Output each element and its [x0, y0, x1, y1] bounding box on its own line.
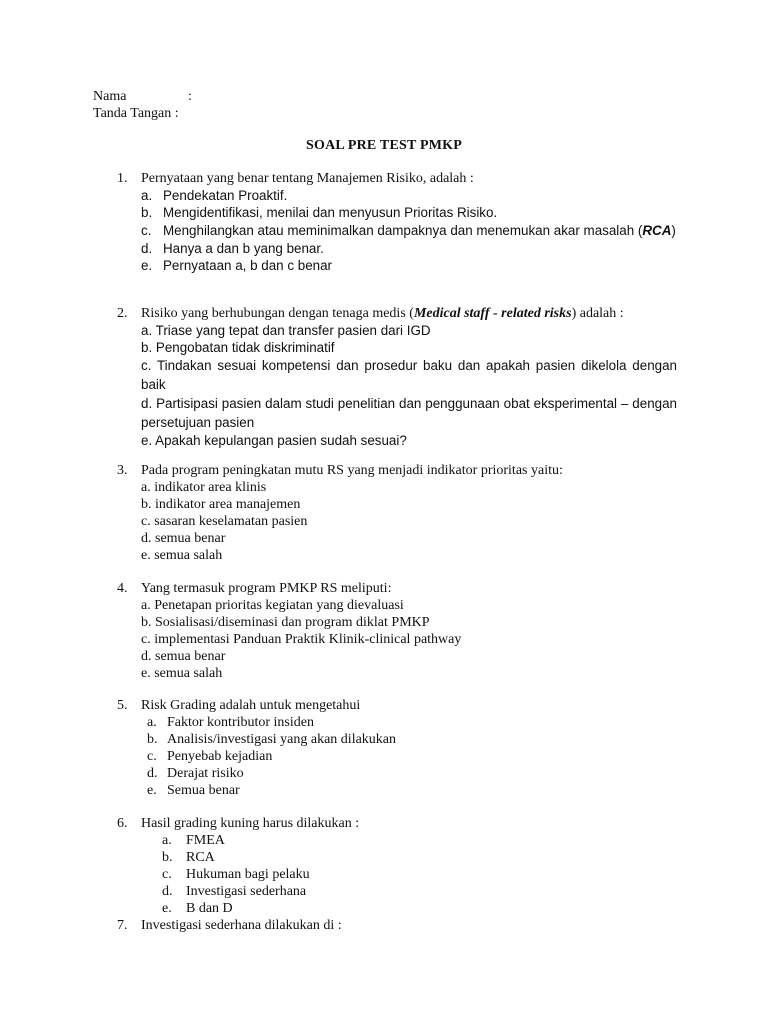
question-7-stem: 7. Investigasi sederhana dilakukan di :: [117, 918, 342, 933]
question-5: [117, 697, 677, 799]
question-6-stem: 6. Hasil grading kuning harus dilakukan :: [117, 816, 360, 831]
question-3-option-d: d. semua benar: [141, 531, 226, 546]
question-1-option-e: e. Pernyataan a, b dan c benar: [141, 258, 332, 273]
question-1-text: Pernyataan yang benar tentang Manajemen Risiko, adalah :: [141, 171, 474, 186]
question-6-option-d: d. Investigasi sederhana: [162, 884, 307, 899]
question-6-option-e: e. B dan D: [162, 901, 233, 916]
question-3-option-a: a. indikator area klinis: [141, 480, 267, 495]
question-3-option-b: b. indikator area manajemen: [141, 497, 301, 512]
question-1-option-a: a. Pendekatan Proaktif.: [141, 188, 288, 203]
question-5-option-b: b. Analisis/investigasi yang akan dilakukan: [147, 732, 397, 747]
tanda-tangan-field: [93, 105, 179, 122]
question-6-number: 6.: [117, 816, 128, 831]
nama-label: Nama: [93, 89, 127, 104]
tanda-tangan-colon: :: [174, 106, 179, 121]
question-5-stem: 5. Risk Grading adalah untuk mengetahui: [117, 698, 361, 713]
question-2-option-e: e. Apakah kepulangan pasien sudah sesuai?: [141, 433, 407, 448]
question-1-option-c: c. Menghilangkan atau meminimalkan dampaknya dan menemukan akar masalah (RCA): [141, 223, 676, 238]
question-6-option-b: b. RCA: [162, 850, 215, 865]
question-2-option-a: a. Triase yang tepat dan transfer pasien dari IGD: [141, 323, 431, 338]
question-5-option-d: d. Derajat risiko: [147, 766, 244, 781]
question-2-option-b: b. Pengobatan tidak diskriminatif: [141, 340, 335, 355]
question-5-option-a: a. Faktor kontributor insiden: [147, 715, 314, 730]
question-1-number: 1.: [117, 171, 128, 186]
question-4-option-b: b. Sosialisasi/diseminasi dan program diklat PMKP: [141, 615, 430, 630]
medical-staff-emphasis: Medical staff - related risks: [413, 306, 572, 321]
question-5-option-c: c. Penyebab kejadian: [147, 749, 273, 764]
question-1-stem: [117, 170, 677, 187]
question-6: [117, 815, 677, 917]
question-4-option-c: c. implementasi Panduan Praktik Klinik-clinical pathway: [141, 632, 462, 647]
question-4-option-d: d. semua benar: [141, 649, 226, 664]
page-title: SOAL PRE TEST PMKP: [306, 138, 462, 153]
question-3: [117, 462, 677, 564]
question-5-option-e: e. Semua benar: [147, 783, 240, 798]
question-3-stem: 3. Pada program peningkatan mutu RS yang menjadi indikator prioritas yaitu:: [117, 463, 563, 478]
nama-field: [93, 88, 126, 105]
question-3-option-e: e. semua salah: [141, 548, 223, 563]
question-3-option-c: c. sasaran keselamatan pasien: [141, 514, 308, 529]
question-4-option-a: a. Penetapan prioritas kegiatan yang dievaluasi: [141, 598, 404, 613]
question-7: [117, 917, 677, 934]
question-2-stem: 2. Risiko yang berhubungan dengan tenaga medis (Medical staff - related risks) adalah :: [117, 306, 624, 321]
question-2-option-c: c. Tindakan sesuai kompetensi dan prosedur baku dan apakah pasien dikelola dengan baik: [141, 358, 677, 392]
question-2-option-d: d. Partisipasi pasien dalam studi penelitian dan penggunaan obat eksperimental – dengan persetujuan pasien: [141, 396, 677, 430]
question-6-option-c: c. Hukuman bagi pelaku: [162, 867, 310, 882]
question-4: [117, 580, 677, 682]
question-7-number: 7.: [117, 918, 128, 933]
nama-colon: :: [188, 89, 192, 104]
question-3-number: 3.: [117, 463, 128, 478]
question-5-number: 5.: [117, 698, 128, 713]
rca-emphasis: RCA: [642, 223, 672, 238]
question-4-number: 4.: [117, 581, 128, 596]
question-4-option-e: e. semua salah: [141, 666, 223, 681]
tanda-tangan-label: Tanda Tangan: [93, 106, 172, 121]
question-2: [117, 305, 677, 449]
question-1-option-d: d. Hanya a dan b yang benar.: [141, 241, 324, 256]
question-1-option-b: b. Mengidentifikasi, menilai dan menyusun Prioritas Risiko.: [141, 205, 498, 220]
question-1: [117, 170, 677, 274]
question-4-stem: 4. Yang termasuk program PMKP RS meliputi:: [117, 581, 392, 596]
question-6-option-a: a. FMEA: [162, 833, 225, 848]
question-2-number: 2.: [117, 306, 128, 321]
